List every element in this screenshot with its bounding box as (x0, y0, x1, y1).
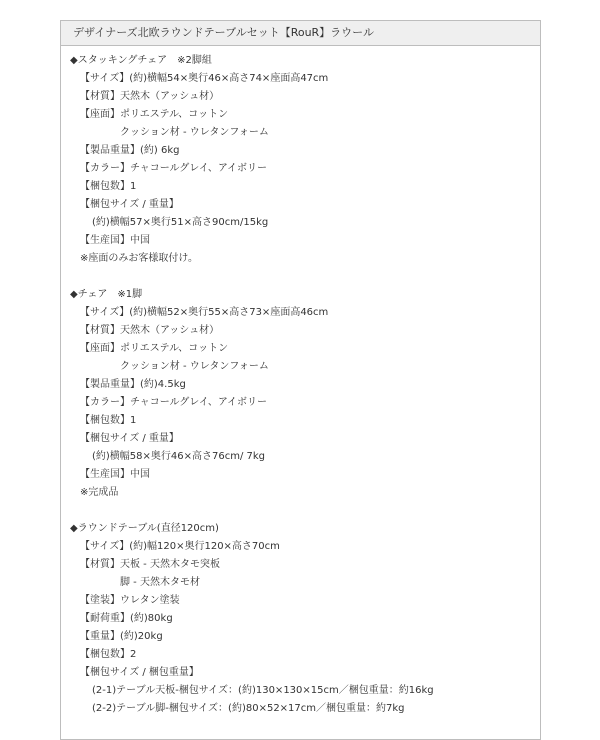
spec-note: ※完成品 (80, 487, 119, 498)
spec-line: 【サイズ】(約)横幅52×奥行55×高さ73×座面高46cm (80, 307, 329, 318)
spec-line: 【梱包数】1 (80, 181, 137, 192)
spec-line: 【梱包数】2 (80, 649, 137, 660)
spec-line: 【重量】(約)20kg (80, 631, 163, 642)
spec-line: 【カラー】チャコールグレイ、アイボリー (80, 397, 267, 408)
spec-line: 【座面】ポリエステル、コットン (80, 343, 229, 354)
spec-line: 【生産国】中国 (80, 469, 150, 480)
spec-line: 【梱包サイズ / 重量】 (80, 199, 179, 210)
spec-line: 【梱包サイズ / 重量】 (80, 433, 179, 444)
spec-line: 【材質】天板 - 天然木タモ突板 (80, 559, 220, 570)
spec-panel (60, 20, 541, 740)
spec-line: 脚 - 天然木タモ材 (120, 577, 200, 588)
spec-line: 【材質】天然木（アッシュ材） (80, 91, 220, 102)
spec-line: 【耐荷重】(約)80kg (80, 613, 173, 624)
spec-note: ※座面のみお客様取付け。 (80, 253, 198, 264)
spec-line: (約)横幅57×奥行51×高さ90cm/15kg (92, 217, 269, 228)
spec-line: (約)横幅58×奥行46×高さ76cm/ 7kg (92, 451, 266, 462)
spec-line: 【製品重量】(約)4.5kg (80, 379, 186, 390)
spec-line: 【製品重量】(約) 6kg (80, 145, 180, 156)
spec-line: 【材質】天然木（アッシュ材） (80, 325, 220, 336)
spec-line: 【生産国】中国 (80, 235, 150, 246)
spec-line: 【サイズ】(約)横幅54×奥行46×高さ74×座面高47cm (80, 73, 329, 84)
spec-line: 【カラー】チャコールグレイ、アイボリー (80, 163, 267, 174)
spec-line: 【梱包サイズ / 梱包重量】 (80, 667, 199, 678)
section-title-round-table: ◆ラウンドテーブル(直径120cm) (70, 523, 219, 534)
spec-line: 【座面】ポリエステル、コットン (80, 109, 229, 120)
spec-line: 【梱包数】1 (80, 415, 137, 426)
spec-line: 【サイズ】(約)幅120×奥行120×高さ70cm (80, 541, 280, 552)
spec-line: (2-2)テーブル脚-梱包サイズ：(約)80×52×17cm／梱包重量：約7kg (92, 703, 405, 714)
section-title-chair: ◆チェア ※1脚 (70, 289, 143, 300)
spec-line: クッション材 - ウレタンフォーム (120, 361, 269, 372)
spec-line: 【塗装】ウレタン塗装 (80, 595, 180, 606)
panel-title: デザイナーズ北欧ラウンドテーブルセット【RouR】ラウール (61, 21, 540, 46)
section-title-stacking-chair: ◆スタッキングチェア ※2脚組 (70, 55, 212, 66)
spec-line: (2-1)テーブル天板-梱包サイズ：(約)130×130×15cm／梱包重量：約16kg (92, 685, 434, 696)
spec-line: クッション材 - ウレタンフォーム (120, 127, 269, 138)
